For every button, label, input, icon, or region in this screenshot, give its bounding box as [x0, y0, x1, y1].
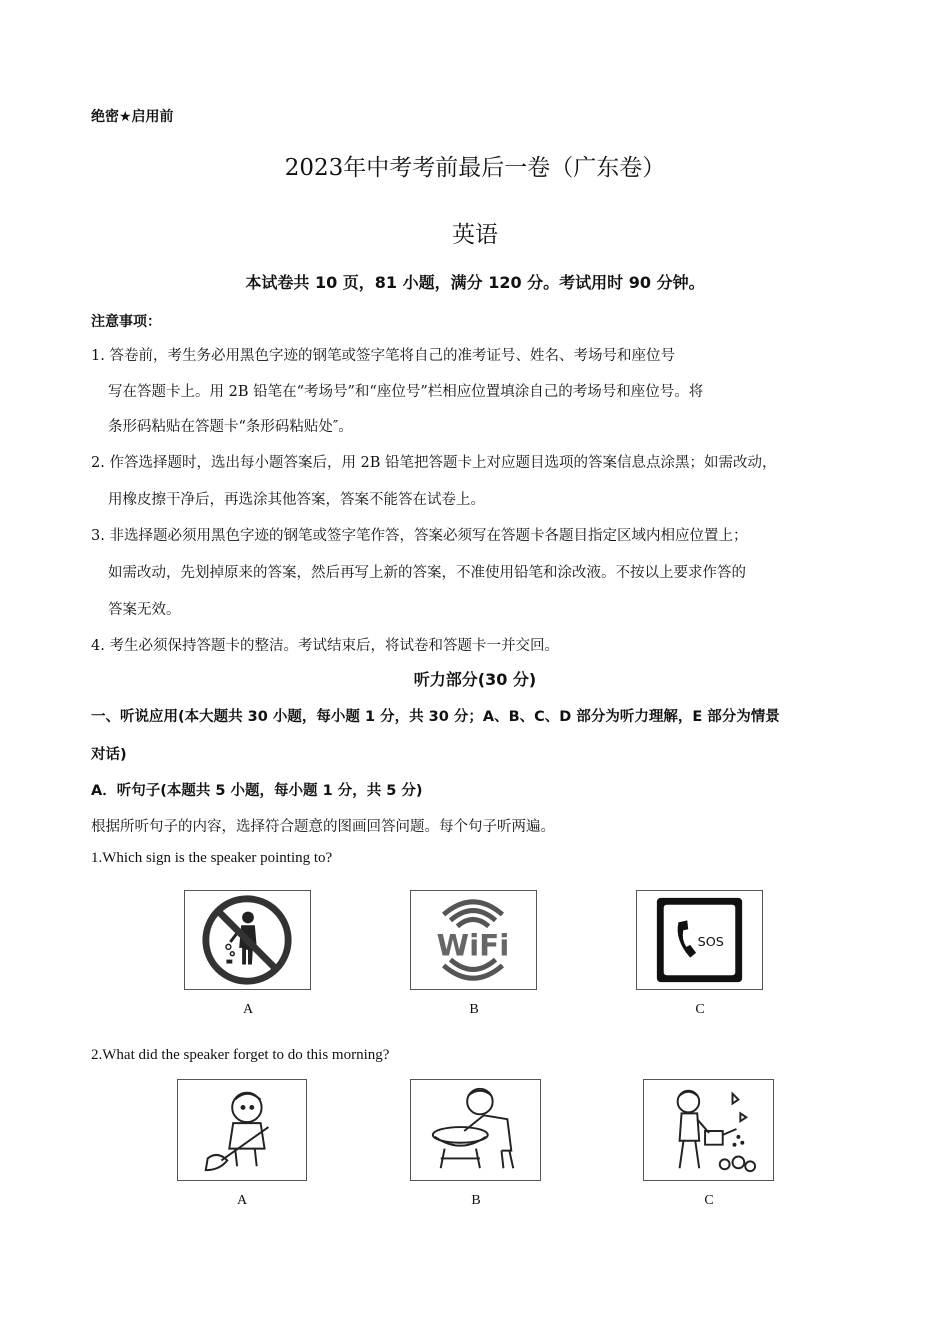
- subject-title: 英语: [452, 222, 498, 248]
- sos-phone-sign-icon: [636, 890, 763, 990]
- boy-washing-clothes-icon: [410, 1079, 541, 1181]
- note-line: 写在答题卡上。用 2B 铅笔在“考场号”和“座位号”栏相应位置填涂自己的考场号和座位号。将: [108, 384, 704, 400]
- part1-heading: 一、听说应用(本大题共 30 小题，每小题 1 分，共 30 分；A、B、C、D 部分为听力理解，E 部分为情景: [91, 709, 780, 725]
- question-1: 1.Which sign is the speaker pointing to?: [91, 850, 333, 866]
- note-line: 1. 答卷前，考生务必用黑色字迹的钢笔或签字笔将自己的准考证号、姓名、考场号和座位号: [91, 348, 675, 364]
- instruction: 根据所听句子的内容，选择符合题意的图画回答问题。每个句子听两遍。: [91, 819, 555, 835]
- boy-sweeping-icon: [177, 1079, 307, 1181]
- note-line: 2. 作答选择题时，选出每小题答案后，用 2B 铅笔把答题卡上对应题目选项的答案信息点涂黑；如需改动，: [91, 455, 777, 471]
- exam-title: 2023年中考考前最后一卷（广东卷）: [284, 155, 666, 181]
- exam-info: 本试卷共 10 页，81 小题，满分 120 分。考试用时 90 分钟。: [245, 273, 705, 292]
- note-line: 3. 非选择题必须用黑色字迹的钢笔或签字笔作答，答案必须写在答题卡各题目指定区域内相应位置上；: [91, 528, 748, 544]
- no-littering-sign-icon: [184, 890, 311, 990]
- listening-section-title: 听力部分(30 分): [413, 670, 537, 689]
- partA-heading: A．听句子(本题共 5 小题，每小题 1 分，共 5 分): [91, 783, 423, 799]
- part1-heading-cont: 对话): [91, 747, 127, 763]
- option-label: C: [704, 1193, 714, 1208]
- notes-title: 注意事项：: [91, 314, 161, 330]
- wifi-sign-icon: [410, 890, 537, 990]
- boy-watering-flowers-icon: [643, 1079, 774, 1181]
- note-line: 用橡皮擦干净后，再选涂其他答案，答案不能答在试卷上。: [108, 492, 485, 508]
- note-line: 4. 考生必须保持答题卡的整洁。考试结束后，将试卷和答题卡一并交回。: [91, 638, 559, 654]
- option-label: B: [469, 1002, 479, 1017]
- option-label: A: [236, 1193, 248, 1208]
- note-line: 条形码粘贴在答题卡“条形码粘贴处″。: [108, 419, 353, 435]
- svg-text:WiFi: WiFi: [436, 928, 510, 963]
- option-label: B: [471, 1193, 481, 1208]
- note-line: 答案无效。: [108, 602, 181, 618]
- svg-text:SOS: SOS: [697, 934, 724, 950]
- question-2: 2.What did the speaker forget to do this morning?: [91, 1047, 390, 1063]
- option-label: A: [242, 1002, 254, 1017]
- note-line: 如需改动，先划掉原来的答案，然后再写上新的答案，不准使用铅笔和涂改液。不按以上要求作答的: [108, 565, 746, 581]
- option-label: C: [695, 1002, 705, 1017]
- confidential-label: 绝密★启用前: [91, 109, 174, 125]
